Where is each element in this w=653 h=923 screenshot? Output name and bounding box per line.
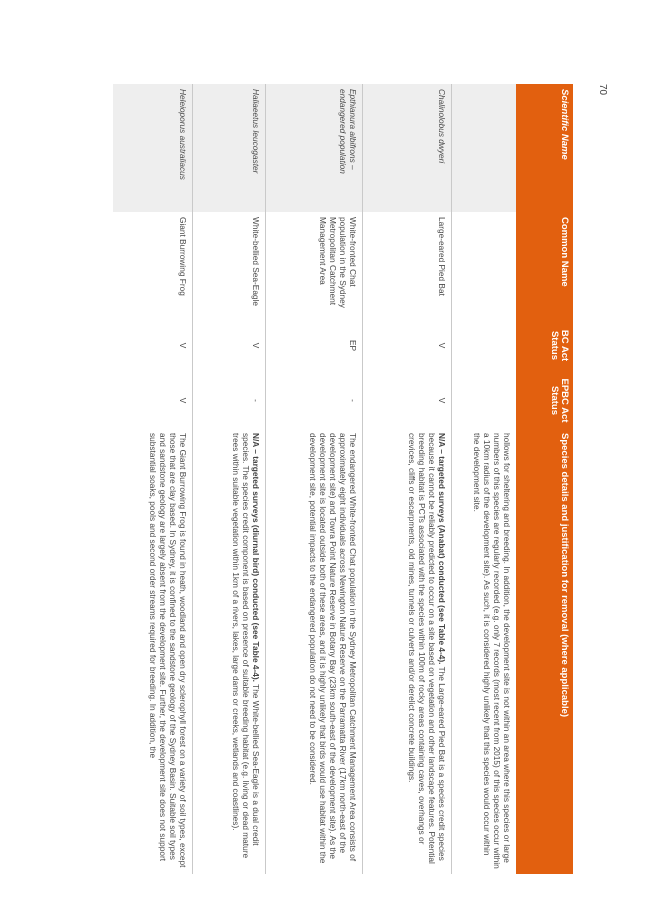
cell-details [452,428,517,874]
cell-scientific-name: Chalinolobus dwyeri [363,84,452,212]
table-row [452,84,517,874]
cell-details [113,428,193,874]
table-row [193,84,266,874]
cell-bc-status: V [193,318,266,373]
cell-common-name: Giant Burrowing Frog [113,212,193,318]
table-row [113,84,193,874]
header-bc-act-status: BC Act Status [516,318,573,373]
header-scientific-name: Scientific Name [516,84,573,212]
details-text: hollows for sheltering and breeding. In addition, the development site is not within an area where this species or large numbers of this species are regularly recorded (e.g. only 7 records (most recent from 2015) of this species occur within a 10km radius of the development site). As such, it is considered highly unlikely that this species would occur within the development site. [472,433,512,869]
species-table [113,84,573,874]
cell-common-name: White-fronted Chat population in the Sydney Metropolitan Catchment Management Area [266,212,363,318]
cell-bc-status [452,318,517,373]
cell-epbc-status: - [266,373,363,428]
page-number: 70 [597,84,608,96]
cell-scientific-name [452,84,517,212]
details-text: The White-bellied Sea-Eagle is a dual credit species. The species credit component is based on presence of suitable breeding habitat (e.g. living or dead mature trees within suitable vegetation within 1km of a rivers, lakes, large dams or creeks, wetlands and coastlines). [231,433,261,859]
header-epbc-act-status: EPBC Act Status [516,373,573,428]
cell-epbc-status: V [363,373,452,428]
table-header-row [516,84,573,874]
details-text: The Giant Burrowing Frog is found in heath, woodland and open dry sclerophyll forest on a variety of soil types, except those that are clay based. In Sydney, it is confined to the sandstone geology of the Sydney Basin. Suitable soil types and sandstone geology are largely absent from the development site. Further, the development site does not support substantial soaks, pools and second order streams required for breeding. In addition, the [148,433,188,868]
header-species-details: Species details and justification for removal (where applicable) [516,428,573,874]
cell-bc-status: V [363,318,452,373]
details-text: The Large-eared Pied Bat is a species credit species because it cannot be reliably predicted to occur on a site based on vegetation and other landscape features. Potential breeding habitat is PCTs associated with the species within 100m of rocky areas containing caves, overhangs or crevices, cliffs or escarpments, old mines, tunnels or culverts and/or derelict concrete buildings. [407,433,447,864]
details-text: The endangered White-fronted Chat population in the Sydney Metropolitan Catchment Management Area consists of approximately eight individuals across Newington Nature Reserve on the Parramatta River (17km north-east of the development site) and Towra Point Nature Reserve in Botany Bay (23km south-east of the development site). As the development site is located outside both of these areas, and it is highly unlikely that birds would use habitat within the development site, potential impacts to the endangered population do not need to be considered. [308,433,358,864]
cell-details [193,428,266,874]
cell-epbc-status [452,373,517,428]
cell-scientific-name: Epthianura albifrons – endangered population [266,84,363,212]
cell-details [363,428,452,874]
cell-bc-status: V [113,318,193,373]
table-row [363,84,452,874]
cell-epbc-status: - [193,373,266,428]
header-common-name: Common Name [516,212,573,318]
rotated-table-container [82,84,573,874]
table-row [266,84,363,874]
cell-common-name [452,212,517,318]
cell-scientific-name: Haliaeetus leucogaster [193,84,266,212]
cell-epbc-status: V [113,373,193,428]
details-bold: N/A – targeted surveys (Anabat) conducted (see Table 4-4). [437,433,447,665]
cell-common-name: Large-eared Pied Bat [363,212,452,318]
details-bold: N/A – targeted surveys (diurnal bird) conducted (see Table 4-4). [251,433,261,682]
cell-bc-status: EP [266,318,363,373]
cell-scientific-name: Heleioporus australiacus [113,84,193,212]
cell-common-name: White-bellied Sea-Eagle [193,212,266,318]
cell-details [266,428,363,874]
